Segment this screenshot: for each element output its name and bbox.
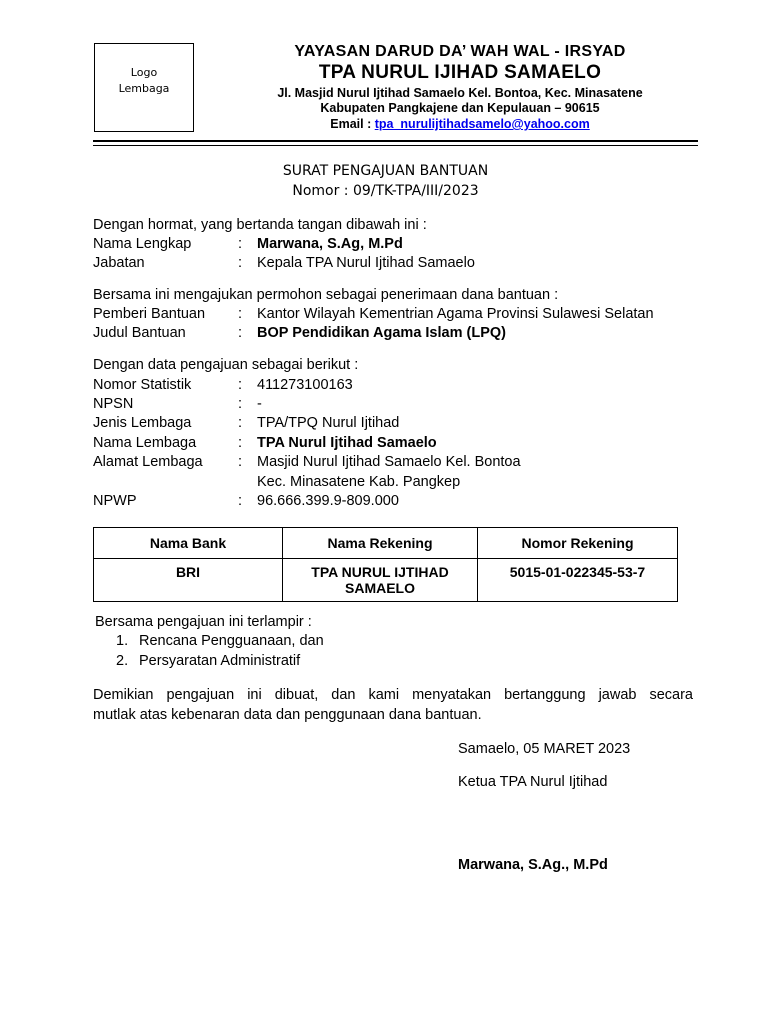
table-cell: 5015-01-022345-53-7 bbox=[478, 559, 678, 602]
field-label: NPWP bbox=[93, 493, 137, 509]
field-value: Masjid Nurul Ijtihad Samaelo Kel. Bontoa bbox=[257, 454, 521, 470]
letter-title: SURAT PENGAJUAN BANTUAN bbox=[282, 163, 489, 179]
field-value: 411273100163 bbox=[257, 377, 353, 393]
field-value: TPA Nurul Ijtihad Samaelo bbox=[257, 435, 437, 451]
letter-number-value: 09/TK-TPA/III/2023 bbox=[348, 183, 479, 199]
field-colon: : bbox=[238, 236, 243, 252]
attachments-intro: Bersama pengajuan ini terlampir : bbox=[95, 614, 312, 630]
table-cell: TPA NURUL IJTIHAD SAMAELO bbox=[283, 559, 478, 602]
header-rule-thin bbox=[93, 145, 698, 146]
column-header: Nomor Rekening bbox=[478, 528, 678, 559]
column-header: Nama Bank bbox=[94, 528, 283, 559]
signer-name: Marwana, S.Ag., M.Pd bbox=[458, 857, 608, 873]
field-value: Kepala TPA Nurul Ijtihad Samaelo bbox=[257, 255, 475, 271]
field-value: - bbox=[257, 396, 262, 412]
field-label: Nama Lembaga bbox=[93, 435, 197, 451]
field-colon: : bbox=[238, 377, 243, 393]
field-label: Alamat Lembaga bbox=[93, 454, 203, 470]
address-line-2: Kabupaten Pangkajene dan Kepulauan – 90615 bbox=[320, 101, 600, 115]
closing-paragraph bbox=[93, 685, 693, 725]
table-row bbox=[94, 559, 678, 602]
logo-placeholder bbox=[94, 43, 194, 132]
letter-number-label: Nomor : bbox=[292, 183, 349, 199]
field-value: 96.666.399.9-809.000 bbox=[257, 493, 399, 509]
field-value: TPA/TPQ Nurul Ijtihad bbox=[257, 415, 400, 431]
column-header: Nama Rekening bbox=[283, 528, 478, 559]
field-label: Judul Bantuan bbox=[93, 325, 186, 341]
foundation-name: YAYASAN DARUD DA’ WAH WAL - IRSYAD bbox=[294, 43, 626, 60]
field-label: Nama Lengkap bbox=[93, 236, 192, 252]
field-colon: : bbox=[238, 415, 243, 431]
closing-line-2: mutlak atas kebenaran data dan penggunaan dana bantuan. bbox=[93, 707, 482, 723]
field-colon: : bbox=[238, 255, 243, 271]
field-label: Nomor Statistik bbox=[93, 377, 192, 393]
email-line bbox=[200, 116, 720, 132]
table-cell: BRI bbox=[94, 559, 283, 602]
email-link[interactable]: tpa_nurulijtihadsamelo@yahoo.com bbox=[374, 117, 590, 131]
list-item-text: Persyaratan Administratif bbox=[139, 653, 301, 669]
logo-text: Logo bbox=[130, 66, 158, 79]
field-value: Marwana, S.Ag, M.Pd bbox=[257, 236, 403, 252]
table-header-row bbox=[94, 528, 678, 559]
field-label: Jabatan bbox=[93, 255, 145, 271]
field-colon: : bbox=[238, 306, 243, 322]
field-colon: : bbox=[238, 493, 243, 509]
institution-name: TPA NURUL IJIHAD SAMAELO bbox=[318, 62, 602, 83]
list-item: 2. bbox=[116, 653, 129, 669]
letter-number bbox=[93, 183, 678, 199]
signer-position: Ketua TPA Nurul Ijtihad bbox=[458, 774, 608, 790]
field-label: NPSN bbox=[93, 396, 134, 412]
logo-text: Lembaga bbox=[118, 82, 170, 95]
closing-line-1: Demikian pengajuan ini dibuat, dan kami menyatakan bertanggung jawab secara bbox=[93, 687, 693, 703]
field-value: Kantor Wilayah Kementrian Agama Provinsi Sulawesi Selatan bbox=[257, 306, 654, 322]
details-intro: Dengan data pengajuan sebagai berikut : bbox=[93, 357, 359, 373]
place-date: Samaelo, 05 MARET 2023 bbox=[458, 741, 631, 757]
field-value: BOP Pendidikan Agama Islam (LPQ) bbox=[257, 325, 506, 341]
field-label: Pemberi Bantuan bbox=[93, 306, 206, 322]
greeting: Dengan hormat, yang bertanda tangan dibawah ini : bbox=[93, 217, 427, 233]
field-colon: : bbox=[238, 396, 243, 412]
list-item: 1. bbox=[116, 633, 129, 649]
list-item-text: Rencana Pengguanaan, dan bbox=[139, 633, 324, 649]
address-line-1: Jl. Masjid Nurul Ijtihad Samaelo Kel. Bontoa, Kec. Minasatene bbox=[277, 86, 643, 100]
field-colon: : bbox=[238, 435, 243, 451]
bank-table bbox=[93, 527, 678, 602]
aid-intro: Bersama ini mengajukan permohon sebagai penerimaan dana bantuan : bbox=[93, 287, 559, 303]
field-colon: : bbox=[238, 454, 243, 470]
email-label: Email : bbox=[330, 117, 375, 131]
field-colon: : bbox=[238, 325, 243, 341]
field-label: Jenis Lembaga bbox=[93, 415, 192, 431]
field-value-cont: Kec. Minasatene Kab. Pangkep bbox=[257, 474, 461, 490]
header-rule-thick bbox=[93, 140, 698, 142]
